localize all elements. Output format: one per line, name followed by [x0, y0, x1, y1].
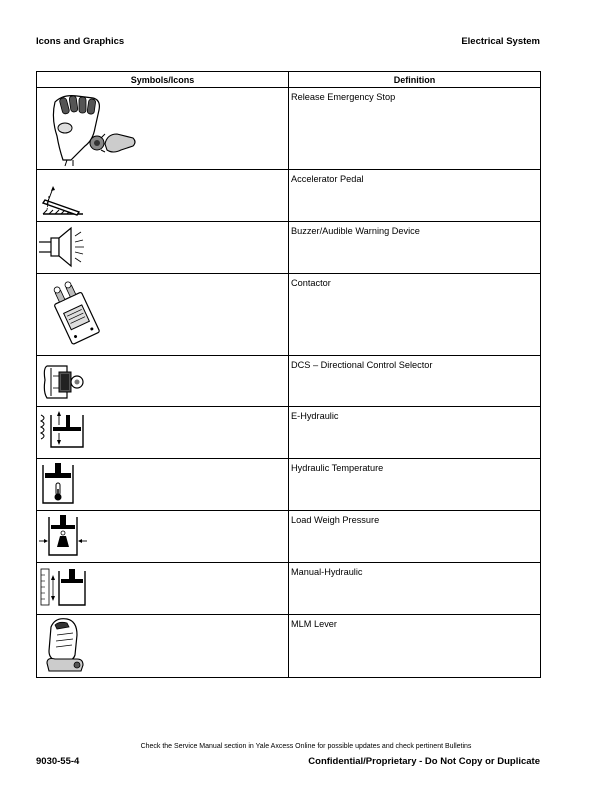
- header-chapter-title: Electrical System: [461, 36, 540, 47]
- symbol-cell: [37, 88, 289, 170]
- table-row: [37, 615, 541, 678]
- table-row: [37, 170, 541, 222]
- definition-cell: Manual-Hydraulic: [289, 563, 541, 615]
- load-weigh-pressure-icon: [37, 511, 97, 561]
- contactor-icon: [37, 274, 117, 354]
- document-number: 9030-55-4: [36, 756, 80, 767]
- table-row: [37, 459, 541, 511]
- e-hydraulic-icon: [37, 407, 97, 457]
- release-emergency-stop-icon: [37, 88, 157, 168]
- table-header-row: [37, 72, 541, 88]
- symbols-table: [36, 71, 541, 678]
- definition-cell: E-Hydraulic: [289, 407, 541, 459]
- mlm-lever-icon: [37, 615, 97, 677]
- symbol-cell: [37, 274, 289, 356]
- manual-hydraulic-icon: [37, 563, 97, 613]
- definition-cell: Release Emergency Stop: [289, 88, 541, 170]
- symbol-cell: [37, 170, 289, 222]
- column-header-symbols: Symbols/Icons: [37, 72, 289, 88]
- symbol-cell: [37, 563, 289, 615]
- header-section-title: Icons and Graphics: [36, 36, 125, 47]
- symbol-cell: [37, 356, 289, 407]
- accelerator-pedal-icon: [37, 170, 97, 220]
- definition-cell: Hydraulic Temperature: [289, 459, 541, 511]
- definition-cell: DCS – Directional Control Selector: [289, 356, 541, 407]
- symbol-cell: [37, 511, 289, 563]
- definition-cell: Contactor: [289, 274, 541, 356]
- symbol-cell: [37, 615, 289, 678]
- table-row: [37, 274, 541, 356]
- table-row: [37, 356, 541, 407]
- directional-control-selector-icon: [37, 356, 97, 406]
- hydraulic-temperature-icon: [37, 459, 97, 509]
- definition-cell: Buzzer/Audible Warning Device: [289, 222, 541, 274]
- symbol-cell: [37, 407, 289, 459]
- buzzer-icon: [37, 222, 107, 272]
- table-row: [37, 563, 541, 615]
- confidentiality-notice: Confidential/Proprietary - Do Not Copy or Duplicate: [308, 756, 540, 767]
- table-row: [37, 407, 541, 459]
- table-row: [37, 222, 541, 274]
- definition-cell: MLM Lever: [289, 615, 541, 678]
- column-header-definition: Definition: [289, 72, 541, 88]
- footer-note: Check the Service Manual section in Yale Axcess Online for possible updates and check pertinent Bulletins: [140, 743, 472, 750]
- definition-cell: Load Weigh Pressure: [289, 511, 541, 563]
- definition-cell: Accelerator Pedal: [289, 170, 541, 222]
- symbol-cell: [37, 222, 289, 274]
- table-row: [37, 88, 541, 170]
- table-row: [37, 511, 541, 563]
- symbol-cell: [37, 459, 289, 511]
